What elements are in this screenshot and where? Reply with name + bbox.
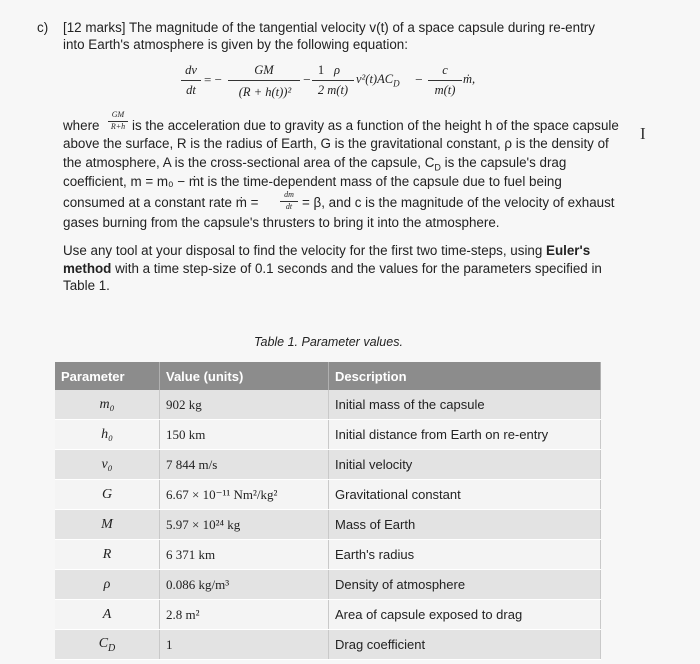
para2-line-1-text: Use any tool at your disposal to find the velocity for the first two time-steps, using [63, 243, 547, 258]
value-cell: 0.086 kg/m³ [160, 570, 329, 600]
eq-equals: = − [204, 72, 222, 87]
eq-frac-bar-1 [181, 80, 201, 81]
question-line-2: into Earth's atmosphere is given by the following equation: [63, 37, 408, 52]
table-row [55, 450, 601, 480]
description-cell: Area of capsule exposed to drag [329, 600, 601, 630]
value-cell: 150 km [160, 420, 329, 450]
table-row [55, 570, 601, 600]
value-cell: 7 844 m/s [160, 450, 329, 480]
parameter-table [55, 362, 601, 660]
dm-den: dt [285, 202, 293, 211]
param-cell: $C_D$ [55, 630, 160, 660]
body-line-4: coefficient, m = m₀ − ṁt is the time-dependent mass of the capsule due to fuel being [63, 174, 562, 189]
body-line-3-post: is the capsule's drag [440, 155, 567, 170]
para2-line-2 [63, 261, 602, 276]
body-line-5 [63, 195, 258, 210]
where-frac-num: GM [111, 110, 125, 119]
table-row [55, 480, 601, 510]
table-header-row [55, 362, 601, 390]
eq-dt: dt [186, 83, 196, 97]
eq-frac-bar-4 [428, 80, 462, 81]
value-cell: 2.8 m² [160, 600, 329, 630]
header-description: Description [329, 362, 601, 390]
eq-2m: 2 m(t) [317, 83, 349, 97]
description-cell: Density of atmosphere [329, 570, 601, 600]
table-row [55, 420, 601, 450]
body-line-2: above the surface, R is the radius of Earth, G is the gravitational constant, ρ is the density of [63, 136, 609, 151]
eq-gm-den: (R + h(t))² [238, 85, 292, 99]
eq-one: 1 [317, 63, 325, 77]
where-prefix: where [63, 118, 100, 133]
description-cell: Mass of Earth [329, 510, 601, 540]
eq-c: c [442, 63, 448, 77]
table-row [55, 600, 601, 630]
question-label: c) [37, 20, 49, 35]
param-cell: M [55, 510, 160, 540]
value-cell: 6 371 km [160, 540, 329, 570]
table-caption: Table 1. Parameter values. [254, 335, 403, 349]
eq-drag-sub: D [393, 78, 400, 89]
body-line-6: gases burning from the capsule's thrusters to bring it into the atmosphere. [63, 215, 500, 230]
para2-line-3: Table 1. [63, 278, 110, 293]
value-cell: 1 [160, 630, 329, 660]
table-row [55, 510, 601, 540]
body-line-5-post: = β, and c is the magnitude of the velocity of exhaust [302, 195, 615, 210]
body-line-3-text: the atmosphere, A is the cross-sectional area of the capsule, C [63, 155, 435, 170]
param-cell: v₀ [55, 450, 160, 480]
header-parameter: Parameter [55, 362, 160, 390]
description-cell: Initial mass of the capsule [329, 390, 601, 420]
param-cell: h₀ [55, 420, 160, 450]
para2-line-1 [63, 243, 590, 258]
dm-num: dm [284, 190, 294, 199]
table-row [55, 630, 601, 660]
param-cell: A [55, 600, 160, 630]
eq-minus-2: − [415, 72, 423, 87]
table-row [55, 540, 601, 570]
param-cell: R [55, 540, 160, 570]
param-cell: m₀ [55, 390, 160, 420]
eq-drag-main: v²(t)AC [356, 72, 394, 86]
value-cell: 902 kg [160, 390, 329, 420]
text-cursor-icon: I [640, 124, 646, 143]
eq-frac-bar-3 [312, 80, 354, 81]
value-cell: 5.97 × 10²⁴ kg [160, 510, 329, 540]
param-cell: G [55, 480, 160, 510]
description-cell: Drag coefficient [329, 630, 601, 660]
body-line-5-pre: consumed at a constant rate ṁ = [63, 195, 259, 210]
description-cell: Initial distance from Earth on re-entry [329, 420, 601, 450]
eq-mdot: ṁ, [463, 72, 476, 86]
body-line-3 [63, 155, 566, 173]
eq-dv: dv [185, 63, 197, 77]
description-cell: Gravitational constant [329, 480, 601, 510]
eq-frac-bar-2 [228, 80, 300, 81]
header-value: Value (units) [160, 362, 329, 390]
para2-bold-euler: Euler's [546, 243, 591, 258]
description-cell: Initial velocity [329, 450, 601, 480]
description-cell: Earth's radius [329, 540, 601, 570]
eq-drag-term [356, 72, 400, 89]
eq-rho: ρ [334, 63, 340, 77]
eq-minus-1: − [303, 72, 311, 87]
question-line-1: [12 marks] The magnitude of the tangential velocity v(t) of a space capsule during re-entry [63, 20, 595, 35]
para2-line-2-text: with a time step-size of 0.1 seconds and the values for the parameters specified in [111, 261, 602, 276]
para2-bold-method: method [63, 261, 112, 276]
eq-m-t: m(t) [434, 83, 456, 97]
where-frac-den: R+h [110, 122, 126, 131]
eq-gm-num: GM [254, 63, 274, 77]
param-cell: ρ [55, 570, 160, 600]
body-line-3-sub: D [434, 162, 441, 173]
value-cell: 6.67 × 10⁻¹¹ Nm²/kg² [160, 480, 329, 510]
table-row [55, 390, 601, 420]
where-suffix: is the acceleration due to gravity as a function of the height h of the space capsule [132, 118, 619, 133]
